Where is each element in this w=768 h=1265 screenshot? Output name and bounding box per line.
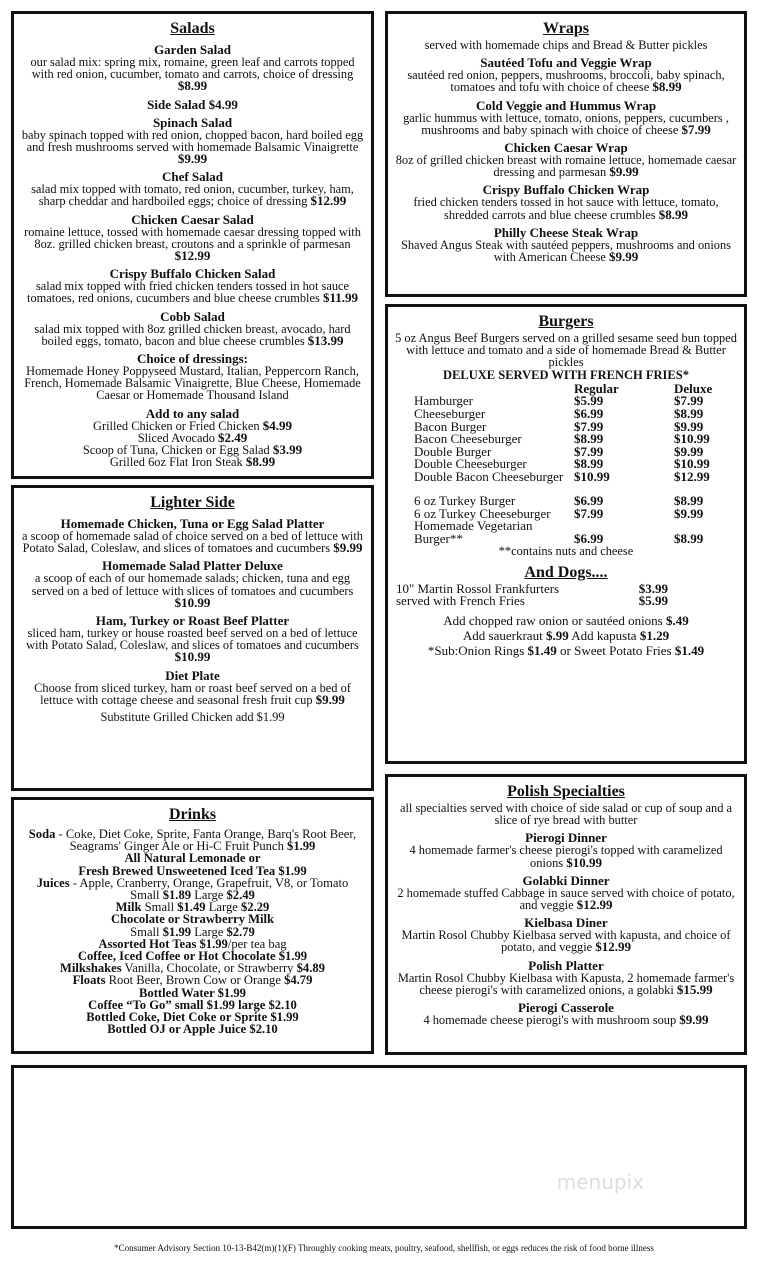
menu-item	[20, 213, 365, 263]
item-price: $9.99	[315, 691, 345, 707]
item-price: $15.99	[676, 981, 713, 997]
item-description	[394, 972, 738, 996]
bold-text: $2.79	[226, 924, 255, 939]
item-name: Polish Platter	[528, 957, 604, 973]
lighter-side-section	[11, 485, 374, 791]
item-price: $12.99	[174, 248, 211, 264]
text: - Coke, Diet Coke, Sprite, Fanta Orange, Barq's Root Beer, Seagrams' Ginger Ale or Hi-C Fruit Punch	[55, 827, 357, 854]
section-title: Polish Specialties	[507, 783, 625, 800]
menu-item	[20, 267, 365, 304]
item-desc-text: 8oz of grilled chicken breast with romaine lettuce, homemade caesar dressing and parmesan	[395, 153, 737, 180]
menu-line	[394, 628, 738, 643]
bold-text: $1.99	[162, 924, 192, 939]
section-title: Drinks	[168, 806, 217, 823]
addon-price: $8.99	[245, 454, 276, 470]
bold-text: All Natural Lemonade or	[124, 851, 261, 866]
item-name: Crispy Buffalo Chicken Salad	[109, 266, 276, 282]
bold-text: Bottled Coke, Diet Coke or Sprite $1.99	[86, 1010, 299, 1025]
addon-price: $4.99	[262, 417, 292, 433]
addon-price: $2.49	[218, 429, 248, 445]
burger-footnote: **contains nuts and cheese	[498, 544, 634, 559]
addon-price: $3.99	[272, 442, 303, 458]
item-desc-text: a scoop of homemade salad of choice served on a bed of lettuce with Potato Salad, Coleslaw, and slices of tomatoes and cucumbers	[22, 529, 363, 556]
text: Large	[205, 900, 241, 915]
item-desc-text: our salad mix: spring mix, romaine, green leaf and carrots topped with red onion, cucumber, tomato and carrots, choice of dressing	[30, 55, 355, 82]
item-price: $9.99	[333, 540, 363, 556]
menu-line	[20, 1023, 365, 1035]
item-name: Philly Cheese Steak Wrap	[493, 224, 639, 240]
bold-text: Milkshakes	[60, 961, 122, 976]
menu-line	[394, 613, 738, 628]
text: Add sauerkraut	[462, 627, 546, 643]
addon-text: Sliced Avocado	[137, 430, 215, 445]
regular-price: $6.99	[574, 492, 604, 508]
deluxe-price: $10.99	[674, 456, 710, 472]
item-desc-text: Martin Rosol Chubby Kielbasa with Kapusta, 2 homemade farmer's cheese pierogi's with caramelized onions, a golabki	[397, 970, 735, 997]
item-description	[20, 323, 365, 347]
regular-price: $8.99	[574, 456, 604, 472]
item-desc-text: salad mix topped with 8oz grilled chicken breast, avocado, hard boiled eggs, tomato, bacon and blue cheese crumbles	[34, 321, 351, 348]
item-price: $7.99	[681, 121, 711, 137]
item-name: Ham, Turkey or Roast Beef Platter	[95, 613, 290, 629]
bold-text: Floats	[72, 973, 106, 988]
dog-name: served with French Fries	[396, 593, 525, 609]
burger-name: Homemade Vegetarian Burger**	[414, 518, 533, 546]
item-price: $8.99	[658, 206, 688, 222]
deluxe-note: DELUXE SERVED WITH FRENCH FRIES*	[443, 367, 689, 382]
drinks-list	[20, 828, 365, 1035]
section-title: Wraps	[543, 20, 589, 37]
menu-item	[20, 170, 365, 207]
menu-item	[394, 959, 738, 996]
wraps-subtitle: served with homemade chips and Bread & Butter pickles	[424, 38, 708, 52]
menu-item	[394, 226, 738, 263]
item-name: Homemade Salad Platter Deluxe	[102, 558, 283, 574]
item-description	[20, 226, 365, 263]
burger-name: Hamburger	[414, 393, 473, 409]
item-price: $9.99	[177, 151, 208, 167]
text: *Sub:Onion Rings	[427, 642, 528, 658]
item-desc-text: fried chicken tenders tossed in hot sauce with lettuce, tomato, shredded carrots and blue cheese crumbles	[413, 195, 719, 222]
item-description	[394, 887, 738, 911]
item-price: $9.99	[609, 249, 639, 265]
bold-text: Coffee “To Go” small $1.99 large $2.10	[88, 997, 297, 1012]
text: Add chopped raw onion or sautéed onions	[443, 612, 666, 628]
menu-item	[20, 614, 365, 664]
bold-text: $1.49	[527, 642, 557, 658]
bold-text: $4.89	[296, 961, 325, 976]
menu-item	[20, 310, 365, 347]
item-description	[20, 572, 365, 609]
deluxe-price: $8.99	[674, 492, 704, 508]
text: Add kapusta	[568, 627, 640, 643]
deluxe-price: $12.99	[674, 468, 710, 484]
item-name: Side Salad $4.99	[147, 96, 238, 112]
item-name: Pierogi Dinner	[525, 830, 607, 846]
regular-price: $8.99	[574, 431, 604, 447]
bold-text: Milk	[115, 900, 142, 915]
burgers-section	[385, 304, 747, 764]
item-description	[394, 154, 738, 178]
deluxe-price: $9.99	[674, 443, 704, 459]
dogs-title: And Dogs....	[524, 563, 608, 581]
menu-item	[394, 1001, 738, 1026]
item-description	[20, 56, 365, 93]
bold-text: Chocolate or Strawberry Milk	[110, 912, 275, 927]
burger-name: Cheeseburger	[414, 406, 486, 421]
item-description	[394, 69, 738, 93]
column-header: Deluxe	[674, 380, 713, 396]
item-price: $12.99	[310, 193, 347, 209]
dog-name: 10" Martin Rossol Frankfurters	[396, 580, 560, 596]
addons-title: Add to any salad	[145, 405, 240, 421]
salads-section	[11, 11, 374, 479]
item-name: Diet Plate	[165, 667, 220, 683]
burger-name: 6 oz Turkey Cheeseburger	[414, 505, 551, 521]
bold-text: $4.79	[284, 973, 313, 988]
bold-text: $.49	[666, 612, 689, 628]
burger-name: Double Bacon Cheeseburger	[414, 468, 564, 484]
item-price: $10.99	[174, 594, 211, 610]
item-desc-text: 2 homemade stuffed Cabbage in sauce served with choice of potato, and veggie	[397, 885, 735, 913]
bold-text: Soda	[28, 827, 56, 841]
polish-specialties-section	[385, 774, 747, 1055]
section-title: Burgers	[538, 313, 594, 330]
item-desc-text: a scoop of each of our homemade salads; chicken, tuna and egg served on a bed of lettuce with slices of tomatoes and cucumbers	[31, 571, 354, 598]
item-description	[20, 280, 365, 304]
item-description	[394, 1014, 738, 1026]
item-description	[394, 196, 738, 220]
text: Root Beer, Brown Cow or Orange	[105, 973, 285, 988]
item-price: $11.99	[322, 290, 358, 306]
menu-item	[20, 116, 365, 166]
text: or Sweet Potato Fries	[556, 642, 675, 658]
item-description	[20, 627, 365, 664]
burger-name: Double Cheeseburger	[414, 456, 527, 472]
menu-item	[20, 559, 365, 609]
item-price: $8.99	[652, 79, 682, 95]
bold-text: $2.29	[241, 900, 270, 915]
item-desc-text: salad mix topped with tomato, red onion, cucumber, turkey, ham, sharp cheddar and hardboiled eggs; choice of dressing	[31, 182, 354, 209]
substitute-note: Substitute Grilled Chicken add $1.99	[100, 710, 285, 725]
salad-addons	[20, 407, 365, 469]
polish-subtitle: all specialties served with choice of side salad or cup of soup and a slice of rye bread with butter	[399, 801, 733, 828]
empty-panel	[11, 1065, 747, 1229]
item-description	[394, 112, 738, 136]
bold-text: Bottled OJ or Apple Juice $2.10	[107, 1022, 278, 1037]
menu-item	[394, 56, 738, 93]
item-price: $13.99	[307, 332, 344, 348]
dog-price: $3.99	[638, 580, 668, 596]
deluxe-price: $8.99	[674, 530, 704, 546]
item-name: Pierogi Casserole	[518, 1000, 614, 1016]
item-description	[20, 129, 365, 166]
burgers-intro: 5 oz Angus Beef Burgers served on a grilled sesame seed bun topped with lettuce and tomato and a side of homemade Bread & Butter pickles	[395, 331, 737, 370]
item-price: $12.99	[576, 897, 613, 913]
item-description	[394, 239, 738, 263]
column-header: Regular	[574, 380, 619, 396]
bold-text: Assorted Hot Teas $1.99	[98, 936, 228, 951]
item-desc-text: 4 homemade farmer's cheese pierogi's topped with caramelized onions	[409, 843, 723, 870]
menu-item	[394, 183, 738, 220]
bold-text: $1.89	[162, 888, 192, 903]
dog-extras	[394, 613, 738, 658]
bold-text: $1.99	[287, 839, 316, 854]
item-price: $12.99	[595, 939, 632, 955]
item-description	[394, 929, 738, 953]
menu-item	[394, 99, 738, 136]
item-name: Cold Veggie and Hummus Wrap	[475, 97, 657, 113]
item-price: $9.99	[679, 1012, 709, 1028]
item-name: Homemade Chicken, Tuna or Egg Salad Platter	[60, 516, 325, 531]
burger-name: 6 oz Turkey Burger	[414, 492, 516, 508]
burger-row	[414, 520, 712, 545]
item-name: Kielbasa Diner	[524, 915, 608, 931]
menu-item	[394, 141, 738, 178]
item-price: $10.99	[566, 854, 602, 870]
bold-text: Fresh Brewed Unsweetened Iced Tea $1.99	[78, 863, 307, 878]
menu-item	[394, 916, 738, 953]
item-name: Chicken Caesar Wrap	[504, 140, 628, 156]
regular-price: $7.99	[574, 443, 604, 459]
text: Large	[191, 888, 227, 903]
item-price: $10.99	[174, 649, 211, 665]
item-name: Garden Salad	[154, 42, 231, 57]
dog-item	[394, 595, 738, 608]
bold-text: $.99	[545, 627, 569, 643]
section-title: Salads	[170, 20, 215, 37]
item-name: Chicken Caesar Salad	[131, 211, 254, 227]
bold-text: $1.29	[639, 627, 670, 643]
item-description	[394, 844, 738, 868]
item-description	[20, 365, 365, 402]
consumer-advisory-footer: *Consumer Advisory Section 10-13-B42(m)(1)(F) Throughly cooking meats, poultry, seafood, shellfish, or eggs reduces the risk of food borne illness	[114, 1243, 654, 1253]
item-price: $9.99	[609, 164, 639, 180]
bold-text: Juices	[36, 875, 70, 890]
section-title: Lighter Side	[150, 494, 235, 511]
menu-item	[394, 874, 738, 911]
text: Small	[141, 900, 178, 915]
menu-item	[20, 669, 365, 706]
item-name: Spinach Salad	[152, 114, 233, 130]
bold-text: $2.49	[226, 888, 255, 903]
item-description	[20, 682, 365, 706]
menu-line	[20, 828, 365, 852]
dog-price: $5.99	[638, 593, 668, 609]
item-description	[20, 183, 365, 207]
addon-text: Grilled Chicken or Fried Chicken	[93, 418, 260, 433]
menu-item	[20, 517, 365, 554]
regular-price: $6.99	[574, 406, 604, 421]
item-price: $8.99	[177, 78, 208, 94]
item-desc-text: Homemade Honey Poppyseed Mustard, Italian, Peppercorn Ranch, French, Homemade Balsamic Vinaigrette, Blue Cheese, Homemade Caesar or Homemade Thousand Island	[24, 364, 361, 403]
menu-item	[394, 831, 738, 868]
deluxe-price: $7.99	[674, 393, 704, 409]
item-desc-text: sautéed red onion, peppers, mushrooms, broccoli, baby spinach, tomatoes and tofu with choice of cheese	[407, 68, 725, 95]
burger-name: Double Burger	[414, 443, 492, 459]
burger-row	[414, 484, 712, 508]
text: Large	[191, 924, 227, 939]
menupix-watermark: menupix	[556, 1169, 644, 1194]
text: - Apple, Cranberry, Orange, Grapefruit, V8, or Tomato	[69, 875, 349, 890]
item-name: Cobb Salad	[160, 308, 225, 324]
wraps-section	[385, 11, 747, 297]
item-description	[20, 530, 365, 554]
item-name: Choice of dressings:	[137, 351, 248, 367]
menu-item	[20, 352, 365, 402]
text: /per tea bag	[227, 936, 287, 951]
item-name: Chef Salad	[161, 169, 224, 185]
addon-text: Scoop of Tuna, Chicken or Egg Salad	[82, 443, 270, 458]
deluxe-price: $9.99	[674, 418, 704, 434]
item-name: Golabki Dinner	[522, 872, 610, 888]
drinks-section	[11, 797, 374, 1054]
burger-name: Bacon Burger	[414, 418, 487, 434]
burger-price-table	[414, 380, 713, 546]
menu-item	[20, 43, 365, 93]
item-name: Sautéed Tofu and Veggie Wrap	[480, 55, 652, 71]
item-desc-text: Martin Rosol Chubby Kielbasa served with kapusta, and choice of potato, and veggie	[401, 928, 731, 955]
menu-line	[394, 643, 738, 658]
bold-text: $1.49	[177, 900, 206, 915]
menu-item	[20, 98, 365, 111]
item-desc-text: sliced ham, turkey or house roasted beef served on a bed of lettuce with Potato Salad, Coleslaw, and slices of tomatoes and cucumbers	[26, 626, 359, 653]
regular-price: $10.99	[574, 468, 610, 484]
item-name: Crispy Buffalo Chicken Wrap	[482, 182, 650, 198]
bold-text: $1.49	[674, 642, 705, 658]
regular-price: $5.99	[574, 393, 604, 409]
item-desc-text: salad mix topped with fried chicken tenders tossed in hot sauce tomatoes, red onions, cucumbers and blue cheese crumbles	[27, 279, 350, 306]
item-desc-text: romaine lettuce, tossed with homemade caesar dressing topped with 8oz. grilled chicken breast, croutons and a sprinkle of parmesan	[24, 224, 361, 251]
text: Small	[130, 924, 163, 939]
item-desc-text: Shaved Angus Steak with sautéed peppers, mushrooms and onions with American Cheese	[400, 237, 732, 265]
deluxe-price: $9.99	[674, 505, 704, 521]
addon-item	[20, 456, 365, 468]
item-desc-text: garlic hummus with lettuce, tomato, onions, peppers, cucumbers , mushrooms and baby spinach with choice of cheese	[403, 110, 729, 137]
item-desc-text: 4 homemade cheese pierogi's with mushroom soup	[423, 1013, 677, 1028]
bold-text: Bottled Water $1.99	[139, 985, 246, 1000]
item-desc-text: baby spinach topped with red onion, chopped bacon, hard boiled egg and fresh mushrooms served with homemade Balsamic Vinaigrette	[21, 127, 364, 154]
deluxe-price: $8.99	[674, 406, 704, 421]
deluxe-price: $10.99	[674, 431, 710, 447]
bold-text: Coffee, Iced Coffee or Hot Chocolate $1.99	[77, 949, 308, 964]
regular-price: $6.99	[574, 530, 604, 546]
burger-name: Bacon Cheeseburger	[414, 431, 522, 447]
burger-row	[414, 471, 712, 484]
text: Vanilla, Chocolate, or Strawberry	[121, 961, 297, 976]
text: Small	[130, 888, 163, 903]
addon-text: Grilled 6oz Flat Iron Steak	[109, 455, 243, 470]
regular-price: $7.99	[574, 505, 604, 521]
regular-price: $7.99	[574, 418, 604, 434]
item-desc-text: Choose from sliced turkey, ham or roast beef served on a bed of lettuce with cottage cheese and seasonal fresh fruit cup	[34, 680, 351, 707]
